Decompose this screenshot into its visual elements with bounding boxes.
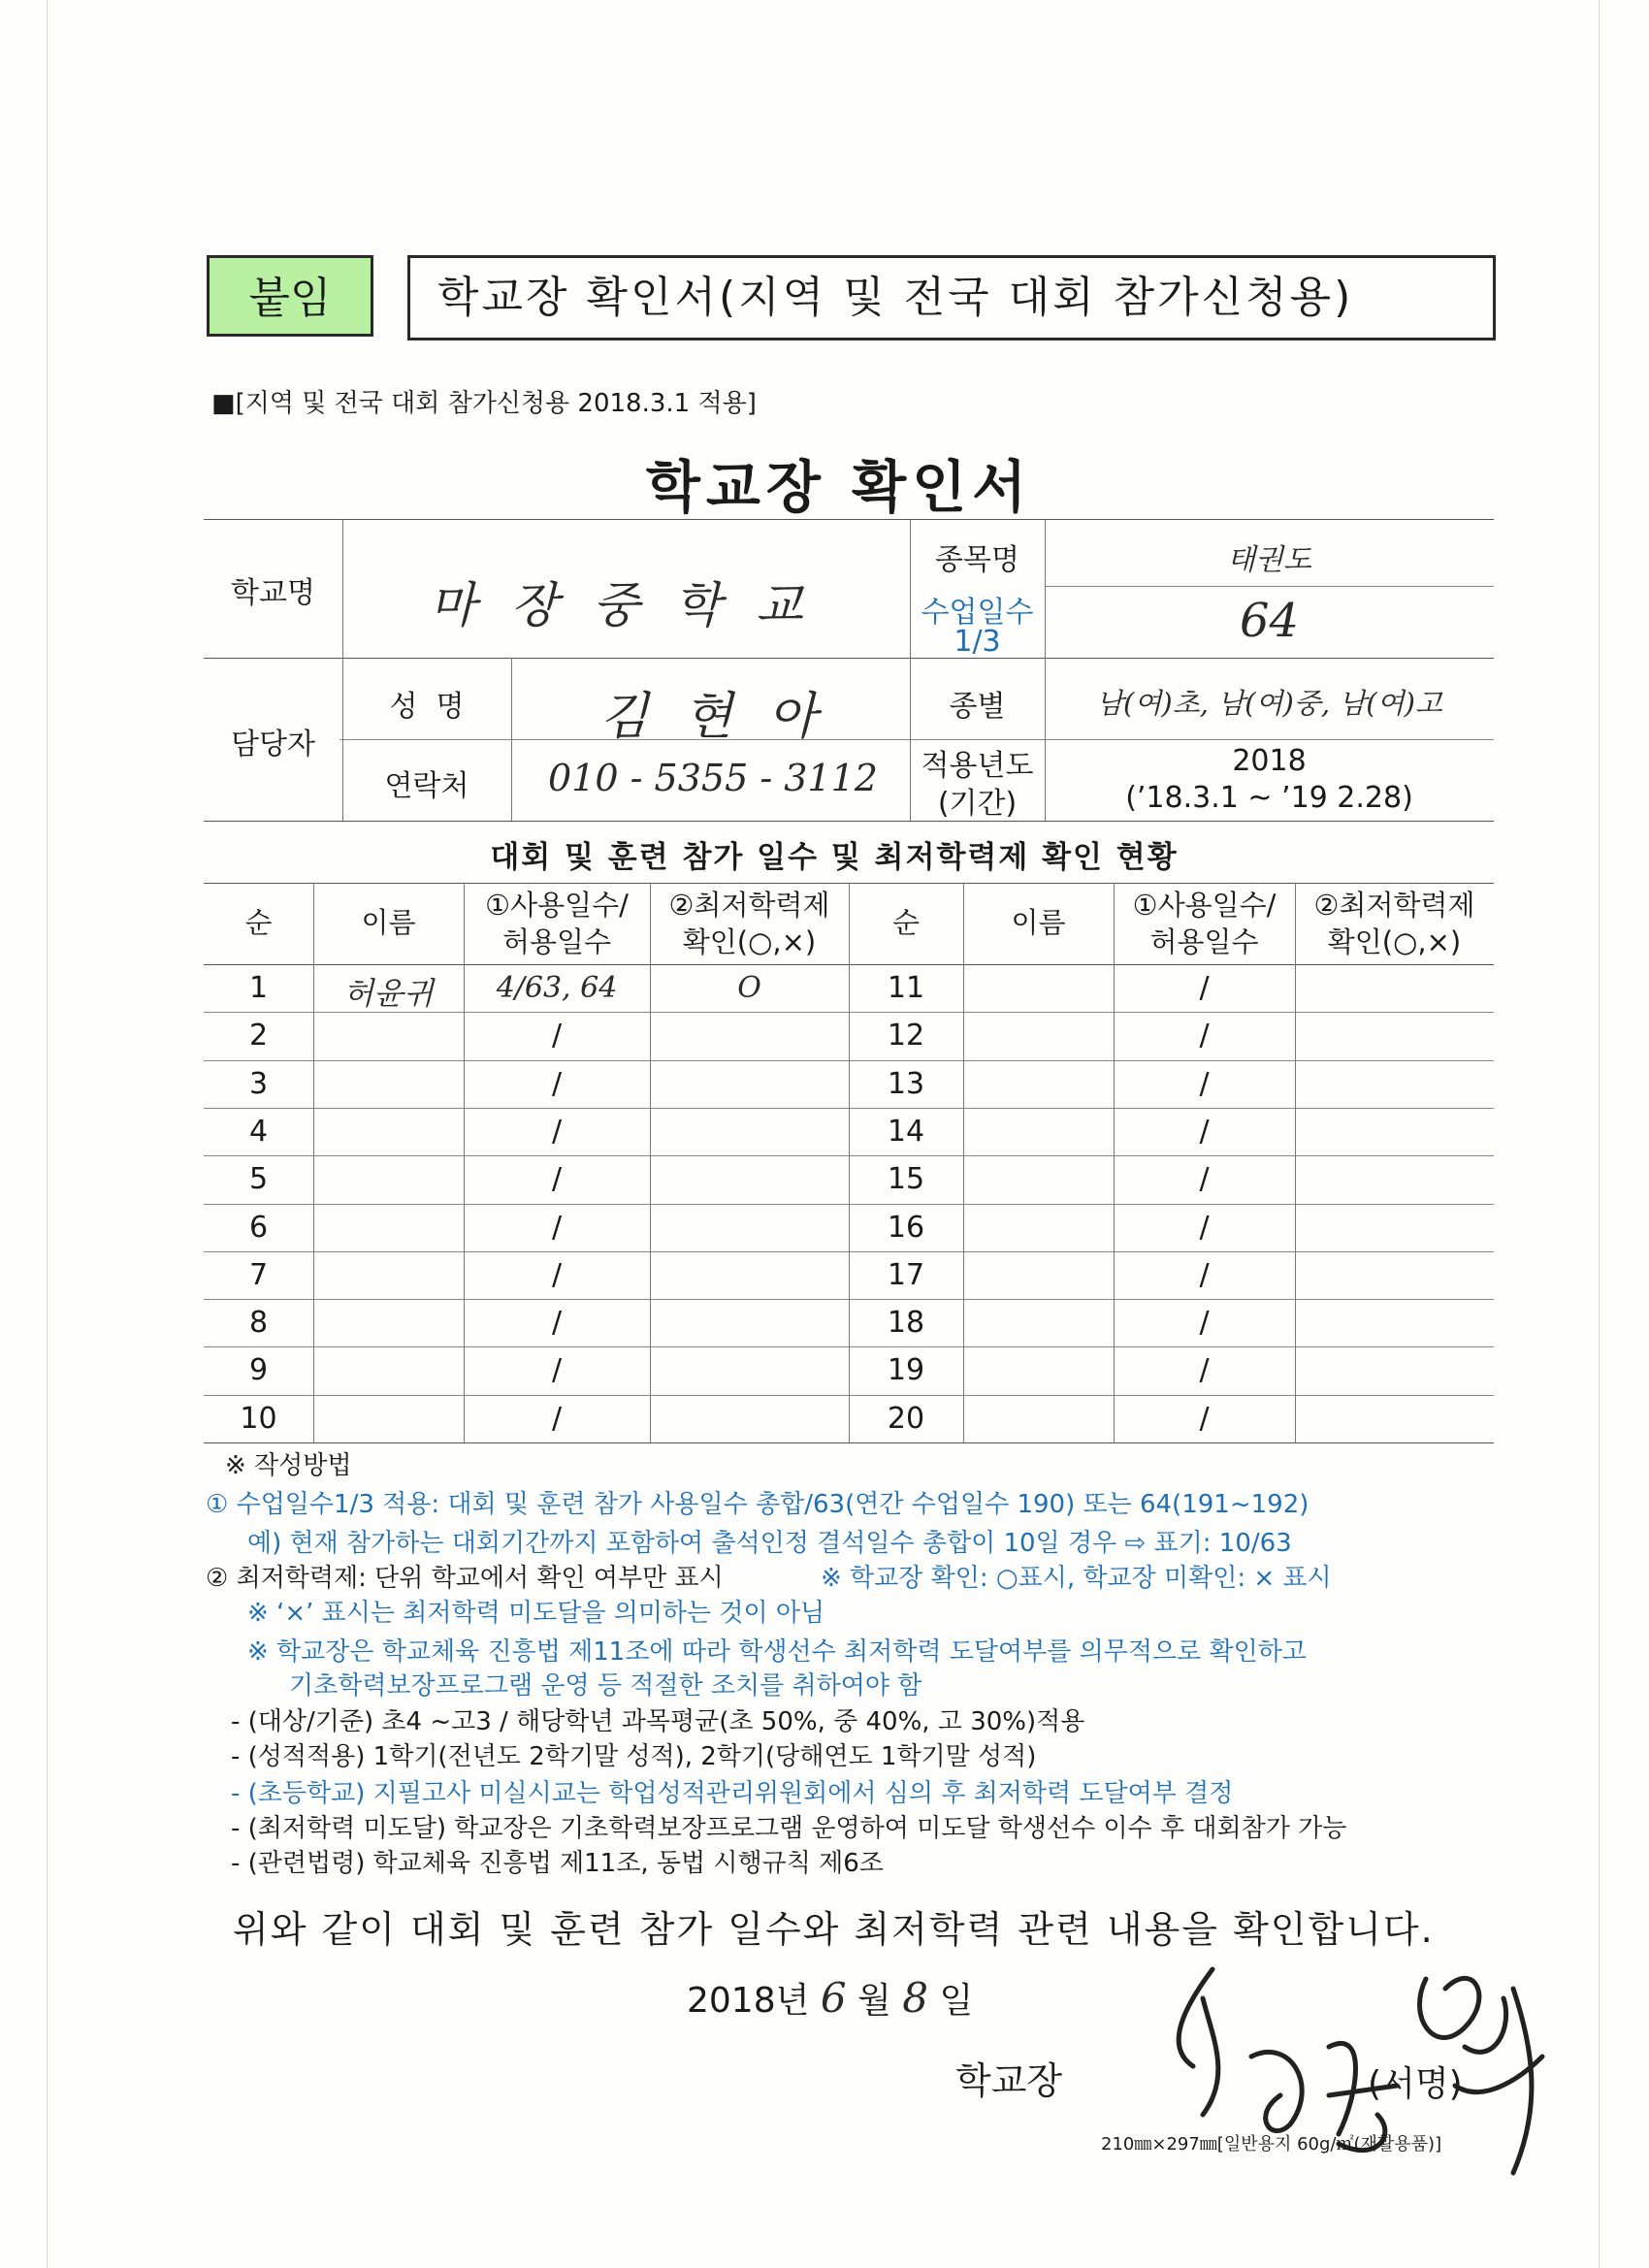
- row-number-right: 14: [887, 1114, 925, 1149]
- year-value-1: 2018: [1232, 744, 1307, 778]
- row-number-right: 16: [887, 1210, 925, 1245]
- year-value-2: (’18.3.1 ~ ’19 2.28): [1125, 781, 1413, 815]
- date-line: [687, 1973, 973, 2023]
- year-label-2: (기간): [937, 787, 1018, 821]
- header-no: 순: [244, 906, 273, 939]
- row-days: /: [551, 1114, 563, 1149]
- row-days: /: [551, 1162, 563, 1197]
- row-days-right: /: [1199, 1353, 1210, 1388]
- date-year: 2018년: [687, 1981, 810, 2021]
- subheading: ■[지역 및 전국 대회 참가신청용 2018.3.1 적용]: [211, 389, 757, 418]
- school-value: 마 장 중 학 교: [429, 577, 813, 633]
- days-value: 64: [1239, 594, 1300, 648]
- header-check-1-right: ②최저학력제: [1313, 889, 1475, 922]
- date-month-unit: 월: [857, 1981, 891, 2021]
- name-label: 성 명: [389, 690, 465, 724]
- row-number: 1: [248, 971, 269, 1005]
- scan-edge-line: [1599, 0, 1600, 2268]
- row-number: 9: [248, 1353, 269, 1388]
- attachment-tag: 붙임: [207, 255, 373, 337]
- header-days-1: ①사용일수/: [485, 889, 629, 922]
- date-day-unit: 일: [939, 1981, 974, 2021]
- row-number: 8: [248, 1306, 269, 1341]
- note-2b: ※ 학교장 확인: ○표시, 학교장 미확인: × 표시: [821, 1564, 1332, 1593]
- row-number-right: 12: [887, 1019, 925, 1053]
- row-check: O: [737, 971, 761, 1005]
- row-days: /: [551, 1353, 563, 1388]
- year-label-1: 적용년도: [921, 749, 1034, 783]
- row-number: 5: [248, 1162, 269, 1197]
- row-days: /: [551, 1019, 563, 1053]
- note-9: - (관련법령) 학교체육 진흥법 제11조, 동법 시행규칙 제6조: [231, 1849, 884, 1878]
- gender-label: 종별: [949, 690, 1006, 724]
- row-days-right: /: [1199, 1401, 1210, 1436]
- row-number-right: 18: [887, 1306, 925, 1341]
- row-number: 6: [248, 1210, 269, 1245]
- row-days: /: [551, 1066, 563, 1101]
- form-title-box: 학교장 확인서(지역 및 전국 대회 참가신청용): [407, 255, 1496, 340]
- seal-label: (서명): [1368, 2064, 1463, 2104]
- note-4a: ※ 학교장은 학교체육 진흥법 제11조에 따라 학생선수 최저학력 도달여부를 의무적으로 확인하고: [247, 1637, 1307, 1667]
- header-name-right: 이름: [1011, 906, 1066, 939]
- sport-label: 종목명: [935, 543, 1019, 577]
- row-number: 7: [248, 1257, 269, 1292]
- note-8: - (최저학력 미도달) 학교장은 기초학력보장프로그램 운영하여 미도달 학생선수 이수 후 대회참가 가능: [231, 1814, 1347, 1843]
- header-check-1: ②최저학력제: [668, 889, 830, 922]
- document-title: 학교장 확인서: [645, 454, 1033, 520]
- header-days-1-right: ①사용일수/: [1132, 889, 1277, 922]
- paper-spec-footer: 210㎜×297㎜[일반용지 60g/㎡(재활용품)]: [1101, 2134, 1442, 2155]
- header-name: 이름: [361, 906, 416, 939]
- header-check-2: 확인(○,×): [682, 925, 817, 958]
- row-days: /: [551, 1210, 563, 1245]
- note-1b: 예) 현재 참가하는 대회기간까지 포함하여 출석인정 결석일수 총합이 10일 경우 ⇨ 표기: 10/63: [247, 1529, 1292, 1558]
- row-days-right: /: [1199, 1114, 1210, 1149]
- row-days-right: /: [1199, 1066, 1210, 1101]
- row-number-right: 13: [887, 1066, 925, 1101]
- days-label-1: 수업일수: [921, 596, 1034, 630]
- row-days-right: /: [1199, 1019, 1210, 1053]
- contact-label: 연락처: [384, 769, 469, 803]
- header-no-right: 순: [891, 906, 920, 939]
- scan-edge-line: [47, 0, 48, 2268]
- row-days-right: /: [1199, 1257, 1210, 1292]
- row-number: 4: [248, 1114, 269, 1149]
- row-number: 2: [248, 1019, 269, 1053]
- row-number: 3: [248, 1066, 269, 1101]
- row-days-right: /: [1199, 1210, 1210, 1245]
- days-label-2: 1/3: [954, 625, 1001, 659]
- row-days: 4/63, 64: [496, 971, 618, 1005]
- row-days: /: [551, 1401, 563, 1436]
- manager-label: 담당자: [231, 728, 315, 761]
- row-number-right: 11: [887, 971, 925, 1005]
- row-days-right: /: [1199, 1306, 1210, 1341]
- note-6: - (성적적용) 1학기(전년도 2학기말 성적), 2학기(당해연도 1학기말 성적): [231, 1742, 1037, 1771]
- date-month: 6: [820, 1974, 847, 2022]
- note-4b: 기초학력보장프로그램 운영 등 적절한 조치를 취하여야 함: [289, 1671, 922, 1701]
- row-name: 허윤귀: [343, 975, 434, 1012]
- header-days-2-right: 허용일수: [1149, 925, 1259, 958]
- principal-label: 학교장: [955, 2059, 1063, 2102]
- header-days-2: 허용일수: [501, 925, 612, 958]
- name-value: 김 현 아: [599, 688, 826, 746]
- sport-value: 태권도: [1227, 543, 1311, 577]
- confirmation-statement: 위와 같이 대회 및 훈련 참가 일수와 최저학력 관련 내용을 확인합니다.: [233, 1908, 1435, 1951]
- note-1a: ① 수업일수1/3 적용: 대회 및 훈련 참가 사용일수 총합/63(연간 수업일수 190) 또는 64(191~192): [206, 1490, 1310, 1519]
- date-day: 8: [902, 1974, 929, 2022]
- row-number-right: 19: [887, 1353, 925, 1388]
- header-check-2-right: 확인(○,×): [1327, 925, 1462, 958]
- school-label: 학교명: [231, 576, 315, 610]
- note-7: - (초등학교) 지필고사 미실시교는 학업성적관리위원회에서 심의 후 최저학력 도달여부 결정: [231, 1779, 1234, 1808]
- gender-value: 남(여)초, 남(여)중, 남(여)고: [1096, 687, 1442, 720]
- row-days: /: [551, 1257, 563, 1292]
- row-days: /: [551, 1306, 563, 1341]
- row-days-right: /: [1199, 971, 1210, 1005]
- row-number: 10: [240, 1401, 277, 1436]
- contact-value: 010 - 5355 - 3112: [548, 757, 878, 799]
- note-5: - (대상/기준) 초4 ~고3 / 해당학년 과목평균(초 50%, 중 40%, 고 30%)적용: [231, 1707, 1085, 1736]
- note-3: ※ ‘×’ 표시는 최저학력 미도달을 의미하는 것이 아님: [247, 1599, 825, 1628]
- row-divider: [204, 1442, 1494, 1443]
- row-days-right: /: [1199, 1162, 1210, 1197]
- section-title: 대회 및 훈련 참가 일수 및 최저학력제 확인 현황: [490, 840, 1179, 875]
- notes-heading: ※ 작성방법: [225, 1451, 352, 1480]
- note-2a: ② 최저학력제: 단위 학교에서 확인 여부만 표시: [206, 1564, 724, 1593]
- row-number-right: 17: [887, 1257, 925, 1292]
- row-number-right: 15: [887, 1162, 925, 1197]
- row-number-right: 20: [887, 1401, 925, 1436]
